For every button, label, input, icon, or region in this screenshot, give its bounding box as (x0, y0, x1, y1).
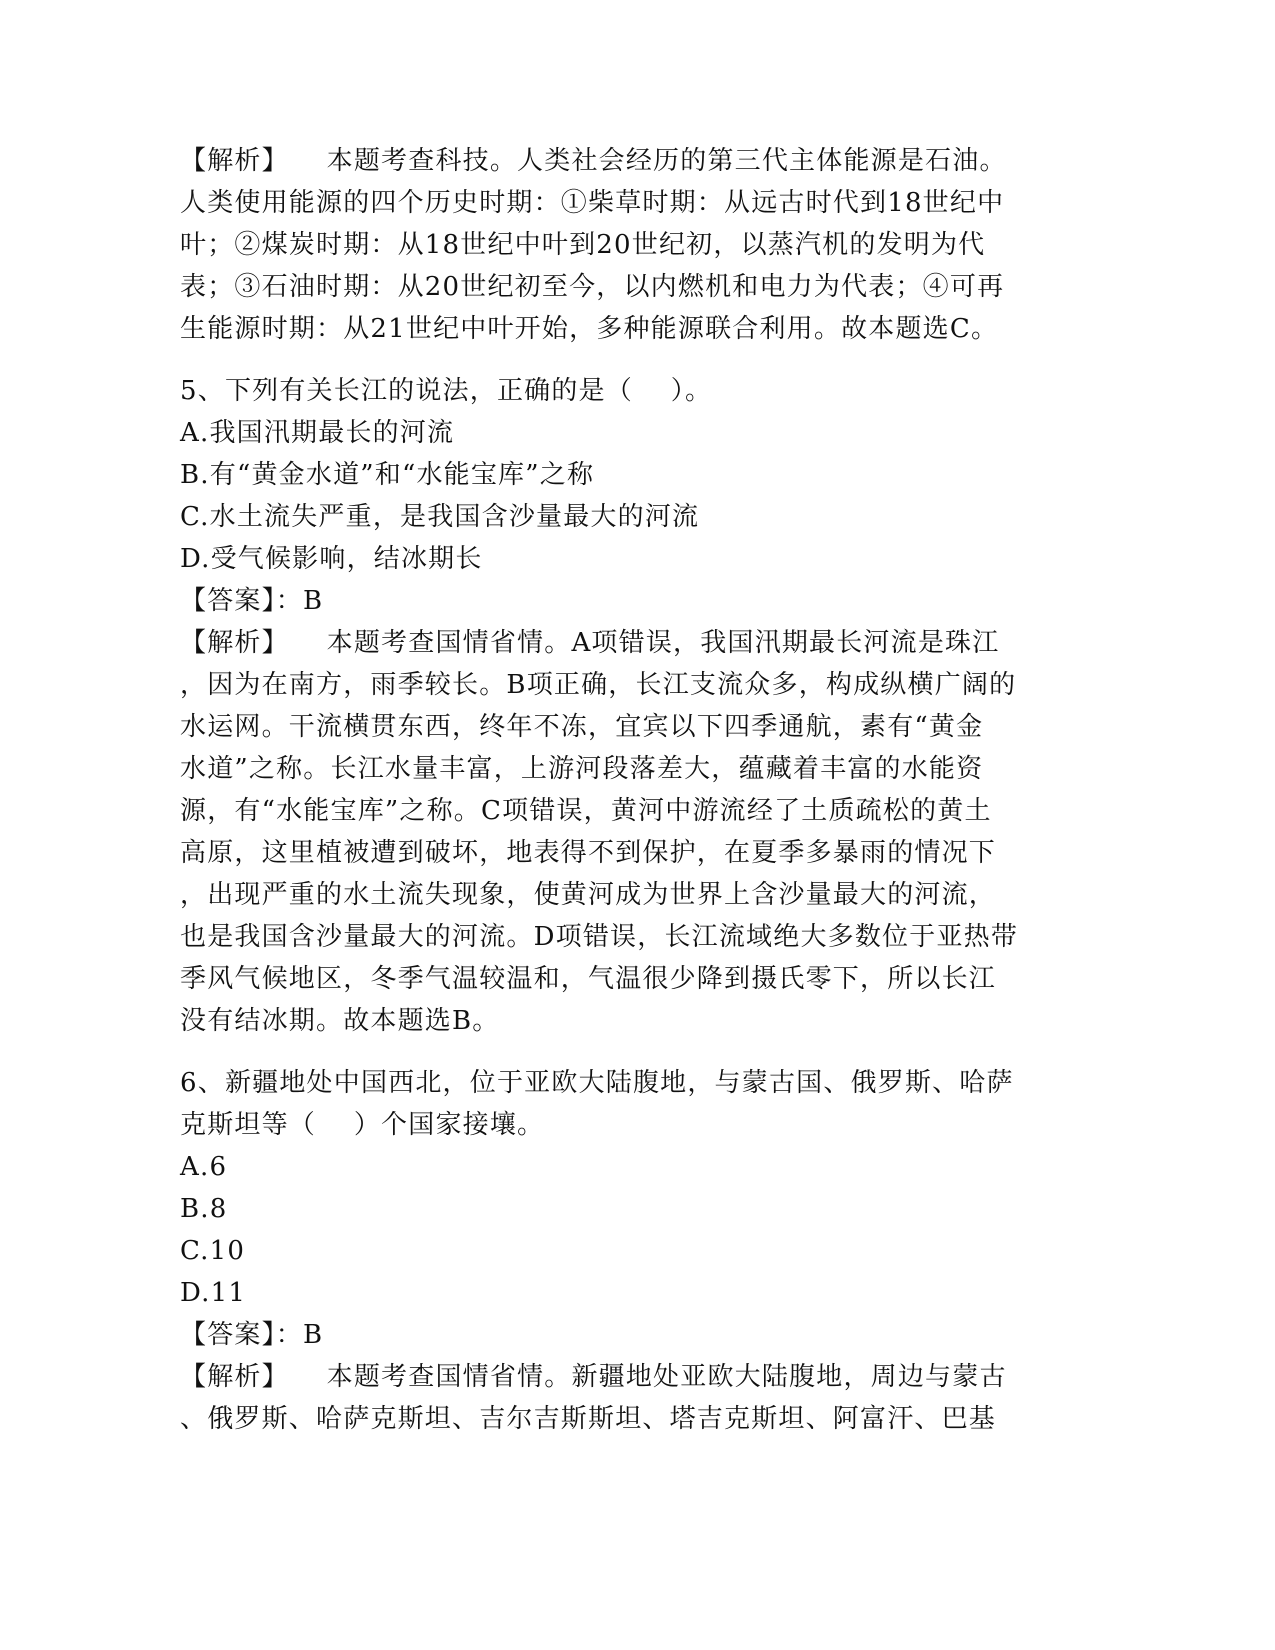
analysis-line: 【解析】 本题考查国情省情。新疆地处亚欧大陆腹地，周边与蒙古 (180, 1362, 1007, 1392)
analysis-line: 没有结冰期。故本题选B。 (180, 1006, 500, 1036)
option-b: B.8 (180, 1194, 228, 1224)
analysis-line: 人类使用能源的四个历史时期：①柴草时期：从远古时代到18世纪中 (180, 188, 1005, 218)
analysis-line: 也是我国含沙量最大的河流。D项错误，长江流域绝大多数位于亚热带 (180, 922, 1019, 952)
option-a: A.我国汛期最长的河流 (180, 418, 455, 448)
analysis-line: 水道”之称。长江水量丰富，上游河段落差大，蕴藏着丰富的水能资 (180, 754, 984, 784)
analysis-line: 源，有“水能宝库”之称。C项错误，黄河中游流经了土质疏松的黄土 (180, 796, 992, 826)
q4-analysis (180, 140, 1060, 350)
analysis-line: ，出现严重的水土流失现象，使黄河成为世界上含沙量最大的河流， (180, 880, 997, 910)
analysis-line: 高原，这里植被遭到破坏，地表得不到保护，在夏季多暴雨的情况下 (180, 838, 997, 868)
analysis-line: 【解析】 本题考查国情省情。A项错误，我国汛期最长河流是珠江 (180, 628, 1000, 658)
option-d: D.11 (180, 1278, 247, 1308)
option-b: B.有“黄金水道”和“水能宝库”之称 (180, 460, 595, 490)
section-gap (180, 350, 1060, 370)
analysis-line: 表；③石油时期：从20世纪初至今，以内燃机和电力为代表；④可再 (180, 272, 1005, 302)
analysis-line: 水运网。干流横贯东西，终年不冻，宜宾以下四季通航，素有“黄金 (180, 712, 984, 742)
answer-line: 【答案】：B (180, 586, 324, 616)
question-5 (180, 370, 1060, 1042)
question-stem: 6、新疆地处中国西北，位于亚欧大陆腹地，与蒙古国、俄罗斯、哈萨 (180, 1068, 1014, 1098)
analysis-line: 、俄罗斯、哈萨克斯坦、吉尔吉斯斯坦、塔吉克斯坦、阿富汗、巴基 (180, 1404, 997, 1434)
answer-line: 【答案】：B (180, 1320, 324, 1350)
question-6 (180, 1062, 1060, 1440)
option-d: D.受气候影响，结冰期长 (180, 544, 483, 574)
section-gap (180, 1042, 1060, 1062)
option-a: A.6 (180, 1152, 228, 1182)
analysis-line: 【解析】 本题考查科技。人类社会经历的第三代主体能源是石油。 (180, 146, 1007, 176)
option-c: C.10 (180, 1236, 246, 1266)
analysis-line: ，因为在南方，雨季较长。B项正确，长江支流众多，构成纵横广阔的 (180, 670, 1017, 700)
analysis-line: 季风气候地区，冬季气温较温和，气温很少降到摄氏零下，所以长江 (180, 964, 997, 994)
option-c: C.水土流失严重，是我国含沙量最大的河流 (180, 502, 700, 532)
analysis-line: 生能源时期：从21世纪中叶开始，多种能源联合利用。故本题选C。 (180, 314, 999, 344)
analysis-line: 叶；②煤炭时期：从18世纪中叶到20世纪初，以蒸汽机的发明为代 (180, 230, 986, 260)
document-page (180, 140, 1060, 1440)
question-stem: 克斯坦等（ ）个国家接壤。 (180, 1110, 545, 1140)
question-stem: 5、下列有关长江的说法，正确的是（ ）。 (180, 376, 713, 406)
